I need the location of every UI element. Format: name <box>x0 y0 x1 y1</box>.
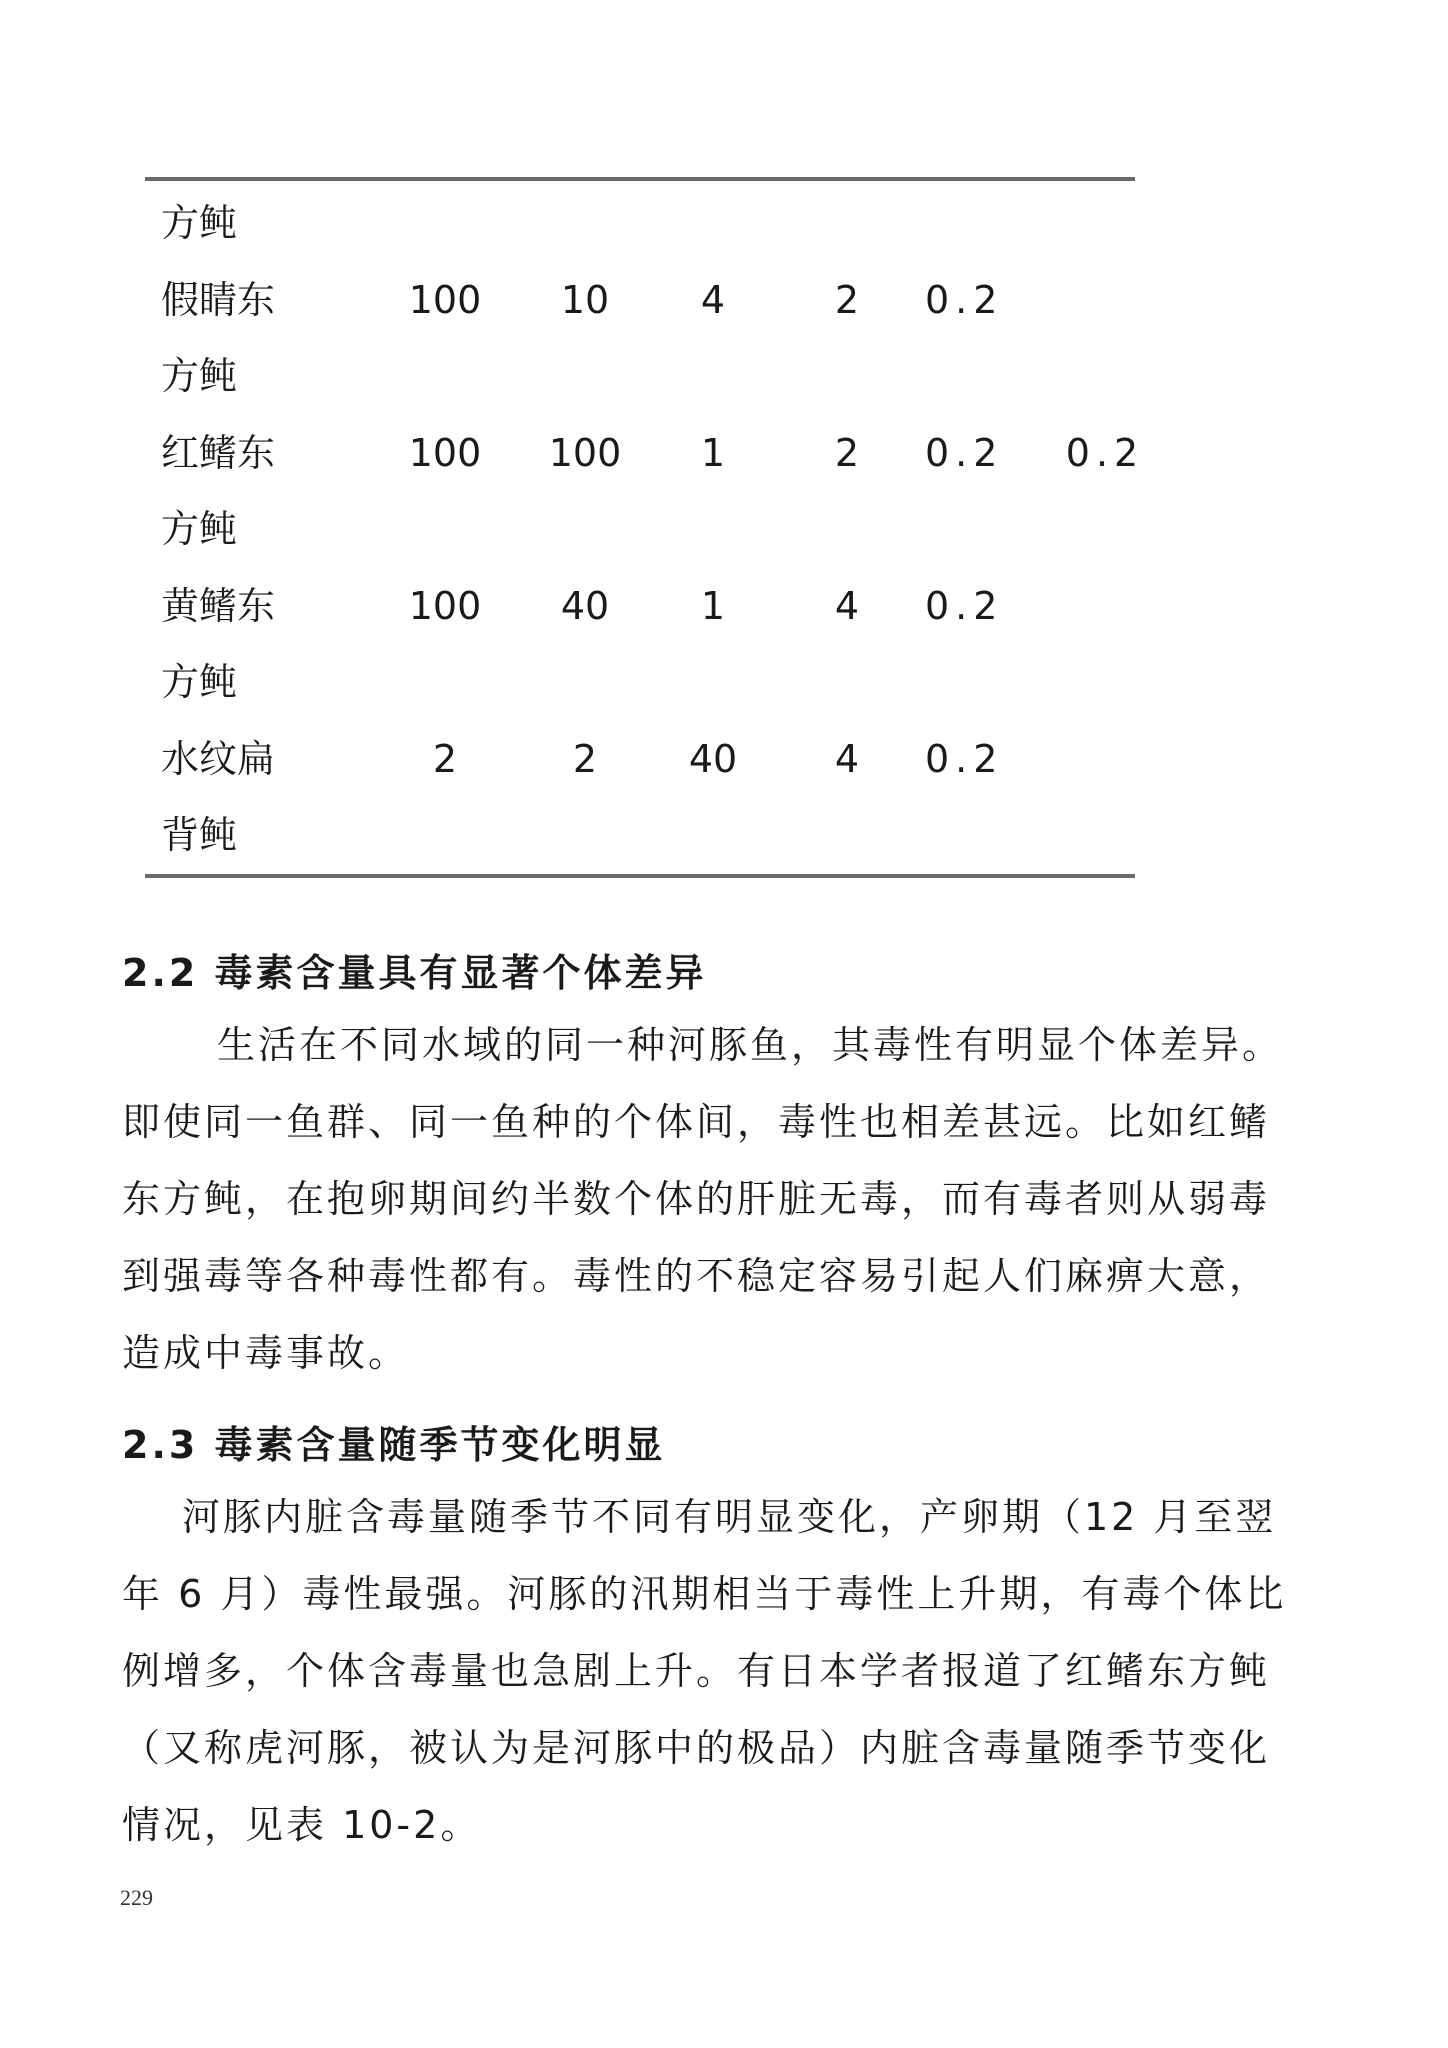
paragraph-line: 例增多，个体含毒量也急剧上升。有日本学者报道了红鳍东方鲀 <box>122 1649 1271 1693</box>
toxicity-value: 100 <box>408 430 482 475</box>
paragraph-line: 到强毒等各种毒性都有。毒性的不稳定容易引起人们麻痹大意， <box>122 1254 1271 1298</box>
paragraph-line: 年 6 月）毒性最强。河豚的汛期相当于毒性上升期，有毒个体比 <box>122 1572 1287 1616</box>
section-2-2-paragraph <box>122 1007 1342 1392</box>
paragraph-line: 生活在不同水域的同一种河豚鱼，其毒性有明显个体差异。 <box>217 1023 1284 1067</box>
toxicity-value-cell <box>653 262 773 339</box>
toxicity-value: 2 <box>834 430 860 475</box>
paragraph-line: 即使同一鱼群、同一鱼种的个体间，毒性也相差甚远。比如红鳍 <box>122 1100 1271 1144</box>
toxicity-value: 0.2 <box>925 277 1004 322</box>
toxicity-value-cell <box>787 415 907 492</box>
toxicity-value: 0.2 <box>925 583 1004 628</box>
toxicity-value-cell <box>925 568 1075 645</box>
fish-name-cell: 方鲀 <box>161 507 238 551</box>
fish-name-cell: 方鲀 <box>161 660 238 704</box>
toxicity-value-cell <box>1045 415 1165 492</box>
section-2-3-heading: 2.3 毒素含量随季节变化明显 <box>122 1423 666 1467</box>
table-row <box>145 338 1135 415</box>
paragraph-line: 东方鲀，在抱卵期间约半数个体的肝脏无毒，而有毒者则从弱毒 <box>122 1177 1271 1221</box>
toxicity-value: 2 <box>572 736 598 781</box>
section-2-2-heading: 2.2 毒素含量具有显著个体差异 <box>122 951 707 995</box>
fish-name-cell: 背鲀 <box>161 813 238 857</box>
toxicity-value: 100 <box>408 583 482 628</box>
section-2-3-paragraph <box>122 1479 1342 1864</box>
table-body <box>145 181 1145 874</box>
paragraph-line: 河豚内脏含毒量随季节不同有明显变化，产卵期（12 月至翌 <box>182 1495 1277 1539</box>
paragraph-line: 造成中毒事故。 <box>122 1331 410 1375</box>
toxicity-value: 1 <box>700 583 726 628</box>
table-bottom-rule <box>145 874 1135 878</box>
toxicity-value: 2 <box>432 736 458 781</box>
table-row <box>145 644 1135 721</box>
toxicity-value: 0.2 <box>925 736 1004 781</box>
toxicity-value: 2 <box>834 277 860 322</box>
fish-name-cell: 水纹扁 <box>161 736 276 781</box>
toxicity-table <box>145 177 1145 878</box>
toxicity-value: 40 <box>688 736 738 781</box>
toxicity-value-cell <box>525 262 645 339</box>
fish-name-cell: 红鳍东 <box>161 430 276 475</box>
toxicity-value: 40 <box>560 583 610 628</box>
toxicity-value: 1 <box>700 430 726 475</box>
table-row <box>145 262 1135 339</box>
table-row <box>145 491 1135 568</box>
fish-name-cell: 方鲀 <box>161 201 238 245</box>
fish-name-cell: 黄鳍东 <box>161 583 276 628</box>
toxicity-value-cell <box>525 415 645 492</box>
paragraph-line: 情况，见表 10-2。 <box>122 1803 482 1847</box>
fish-name-cell: 方鲀 <box>161 354 238 398</box>
toxicity-value-cell <box>653 415 773 492</box>
toxicity-value-cell <box>787 721 907 798</box>
toxicity-value: 4 <box>834 736 860 781</box>
toxicity-value-cell <box>653 568 773 645</box>
paragraph-line: （又称虎河豚，被认为是河豚中的极品）内脏含毒量随季节变化 <box>122 1726 1271 1770</box>
toxicity-value: 0.2 <box>1065 430 1145 475</box>
table-row <box>145 568 1135 645</box>
table-row <box>145 185 1135 262</box>
toxicity-value-cell <box>525 568 645 645</box>
table-row <box>145 797 1135 874</box>
fish-name-cell: 假睛东 <box>161 277 276 322</box>
toxicity-value-cell <box>525 721 645 798</box>
table-row <box>145 415 1145 492</box>
toxicity-value-cell <box>787 568 907 645</box>
toxicity-value: 0.2 <box>925 430 1004 475</box>
toxicity-value-cell <box>385 568 505 645</box>
toxicity-value-cell <box>653 721 773 798</box>
table-row <box>145 721 1135 798</box>
toxicity-value-cell <box>925 262 1075 339</box>
toxicity-value: 100 <box>408 277 482 322</box>
toxicity-value-cell <box>385 415 505 492</box>
toxicity-value-cell <box>787 262 907 339</box>
toxicity-value: 10 <box>560 277 610 322</box>
toxicity-value: 4 <box>834 583 860 628</box>
toxicity-value: 100 <box>548 430 622 475</box>
toxicity-value-cell <box>385 262 505 339</box>
toxicity-value-cell <box>925 721 1075 798</box>
toxicity-value: 4 <box>700 277 726 322</box>
page-number: 229 <box>120 1885 153 1910</box>
toxicity-value-cell <box>385 721 505 798</box>
